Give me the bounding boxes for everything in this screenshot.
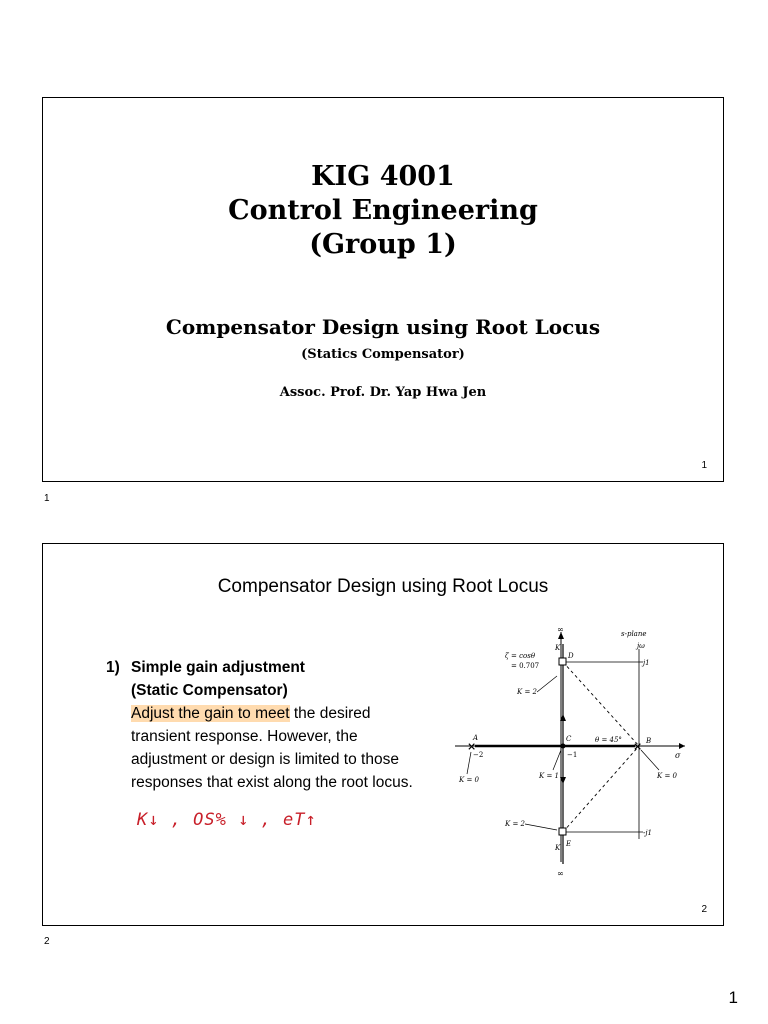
k2-top-pointer <box>537 676 557 692</box>
point-d-marker <box>559 658 566 665</box>
k2-top-label: K = 2 <box>517 688 537 696</box>
jw-label: jω <box>637 642 645 650</box>
point-e-marker <box>559 828 566 835</box>
item-subheading: (Static Compensator) <box>131 682 288 699</box>
k0-right-label: K = 0 <box>657 772 677 780</box>
sigma-label: σ <box>675 751 681 760</box>
author: Assoc. Prof. Dr. Yap Hwa Jen <box>279 385 487 400</box>
slide-note-1: 1 <box>44 493 50 504</box>
point-c-marker <box>561 744 566 749</box>
slide-2 <box>42 543 724 926</box>
k1-label: K = 1 <box>539 772 559 780</box>
bullet-item <box>107 656 427 794</box>
k1-pointer <box>553 750 561 770</box>
course-code: KIG 4001 <box>311 161 455 192</box>
point-a-label: A <box>473 734 479 742</box>
k0-right-pointer <box>641 750 659 770</box>
point-b-label: B <box>646 737 652 745</box>
infinity-top: ∞ <box>557 625 564 634</box>
pole-a-marker: × <box>467 740 477 753</box>
course-name: Control Engineering <box>228 195 538 226</box>
item-heading: Simple gain adjustment <box>131 659 305 676</box>
item-number: 1) <box>106 659 120 676</box>
sigma-arrow <box>679 743 685 749</box>
k0-left-label: K = 0 <box>459 776 479 784</box>
k0-left-pointer <box>467 752 471 774</box>
zeta-label: ζ = cosθ <box>505 652 536 660</box>
subtopic: (Statics Compensator) <box>301 347 465 362</box>
theta-label: θ = 45° <box>595 736 622 744</box>
j1-label: j1 <box>643 659 650 667</box>
topic-title: Compensator Design using Root Locus <box>165 315 601 339</box>
point-d-label: D <box>568 652 574 660</box>
point-c-label: C <box>566 735 572 743</box>
slide-title: Compensator Design using Root Locus <box>217 576 549 597</box>
s-plane-label: s-plane <box>621 630 647 638</box>
zeta-value: = 0.707 <box>511 662 540 670</box>
group-label: (Group 1) <box>309 229 457 260</box>
k2-bottom-label: K = 2 <box>505 820 525 828</box>
slide-note-2: 2 <box>44 936 50 947</box>
slide-number: 1 <box>701 460 707 471</box>
slide-number: 2 <box>701 904 707 915</box>
body-text: the desired transient response. However, the adjustment or design is limited to those responses that exist along the root locus. <box>131 705 413 791</box>
k-top-label: K <box>555 644 561 652</box>
page-number: 1 <box>728 988 738 1007</box>
pole-b-marker: × <box>633 740 643 753</box>
zeta-line-upper <box>563 662 639 746</box>
neg2-label: −2 <box>473 751 484 759</box>
handwritten-note: K↓ , OS% ↓ , eT↑ <box>137 810 317 830</box>
root-locus-diagram <box>453 624 703 884</box>
infinity-bottom: ∞ <box>557 869 564 878</box>
slide-1 <box>42 97 724 482</box>
item-heading-line <box>107 656 427 679</box>
k-bottom-label: K <box>555 844 561 852</box>
point-e-label: E <box>566 840 572 848</box>
highlighted-text: Adjust the gain to meet <box>131 705 290 722</box>
neg-j1-label: -j1 <box>643 829 652 837</box>
k2-bottom-pointer <box>525 824 557 830</box>
item-body <box>131 702 427 794</box>
neg1-label: −1 <box>567 751 578 759</box>
